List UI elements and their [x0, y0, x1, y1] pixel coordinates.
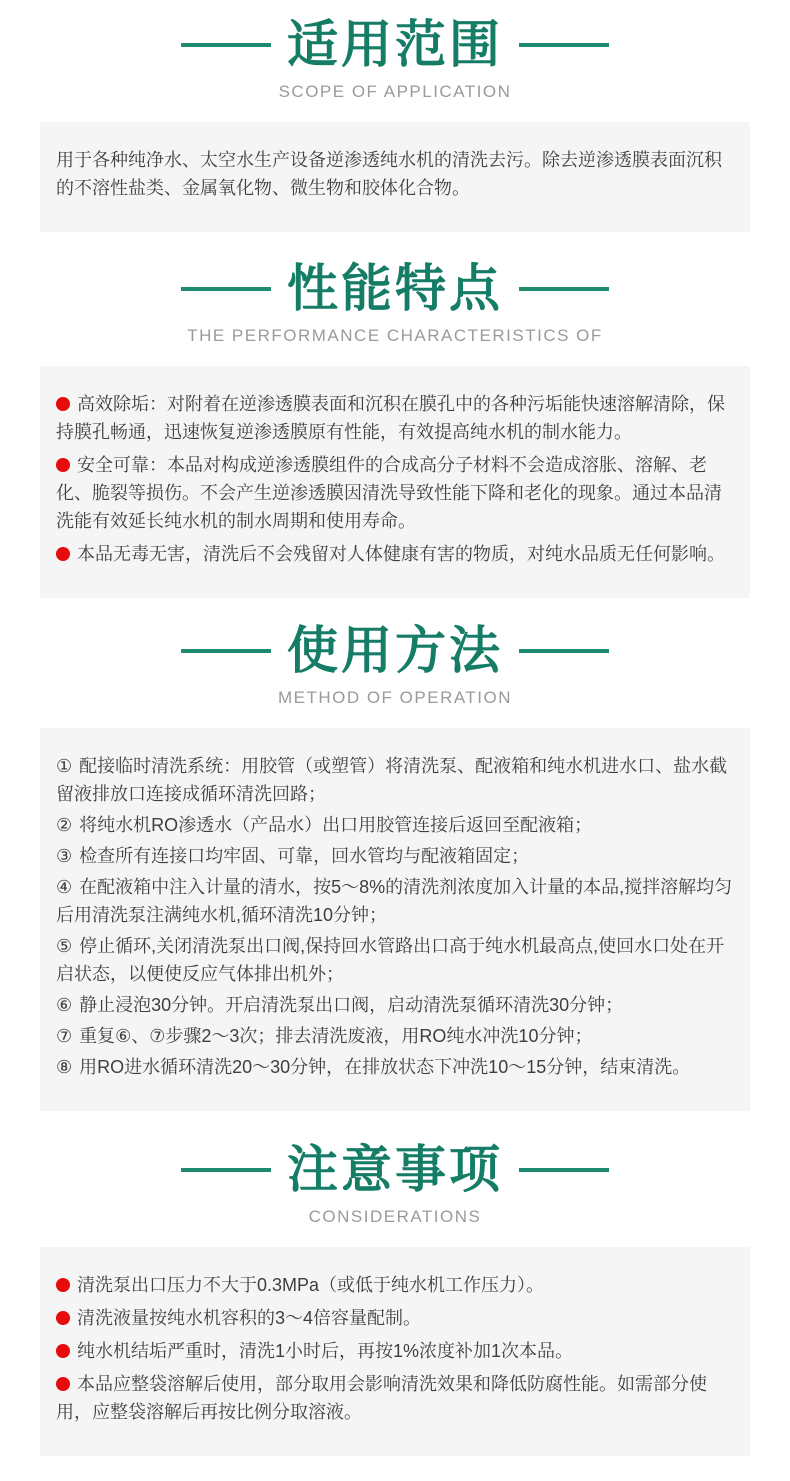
bullet-item — [56, 390, 734, 446]
product-detail-page — [0, 14, 790, 1456]
bullet-text: 纯水机结垢严重时，清洗1小时后，再按1%浓度补加1次本品。 — [77, 1341, 574, 1361]
section-title: 性能特点 — [286, 260, 503, 317]
section-subtitle: CONSIDERATIONS — [308, 1207, 482, 1226]
section-header — [0, 1139, 790, 1227]
bullet-text: 清洗液量按纯水机容积的3～4倍容量配制。 — [77, 1308, 422, 1328]
step-item — [56, 991, 734, 1019]
section-subtitle: METHOD OF OPERATION — [277, 688, 513, 707]
section-title: 注意事项 — [286, 1141, 503, 1198]
title-dash-left-icon — [181, 43, 271, 47]
section-usage — [0, 620, 790, 1111]
step-item — [56, 811, 734, 839]
step-text: 静止浸泡30分钟。开启清洗泵出口阀，启动清洗泵循环清洗30分钟； — [79, 995, 624, 1015]
scope-content-box — [40, 122, 750, 232]
bullet-item — [56, 451, 734, 535]
section-title: 适用范围 — [286, 16, 503, 73]
red-bullet-icon — [56, 1311, 70, 1325]
section-notes — [0, 1139, 790, 1456]
bullet-item — [56, 1337, 734, 1365]
red-bullet-icon — [56, 458, 70, 472]
section-title-row — [0, 14, 790, 76]
section-subtitle: SCOPE OF APPLICATION — [278, 82, 512, 101]
step-text: 配接临时清洗系统：用胶管（或塑管）将清洗泵、配液箱和纯水机进水口、盐水截留液排放口连接成循环清洗回路； — [56, 756, 728, 804]
step-number: ⑥ — [56, 995, 73, 1015]
step-item — [56, 1022, 734, 1050]
step-text: 重复⑥、⑦步骤2～3次；排去清洗废液，用RO纯水冲洗10分钟； — [79, 1026, 593, 1046]
features-content-box — [40, 366, 750, 598]
red-bullet-icon — [56, 1344, 70, 1358]
bullet-item — [56, 1370, 734, 1426]
step-number: ③ — [56, 846, 73, 866]
title-dash-right-icon — [519, 1168, 609, 1172]
section-title: 使用方法 — [286, 622, 503, 679]
section-header — [0, 14, 790, 102]
step-number: ⑤ — [56, 936, 73, 956]
step-text: 检查所有连接口均牢固、可靠，回水管均与配液箱固定； — [79, 846, 530, 866]
step-item — [56, 1053, 734, 1081]
bullet-text: 清洗泵出口压力不大于0.3MPa（或低于纯水机工作压力）。 — [77, 1275, 545, 1295]
notes-content-box — [40, 1247, 750, 1456]
step-item — [56, 752, 734, 808]
bullet-text: 本品无毒无害，清洗后不会残留对人体健康有害的物质，对纯水品质无任何影响。 — [77, 544, 725, 564]
step-number: ④ — [56, 877, 73, 897]
step-item — [56, 842, 734, 870]
red-bullet-icon — [56, 397, 70, 411]
bullet-text: 安全可靠：本品对构成逆渗透膜组件的合成高分子材料不会造成溶胀、溶解、老化、脆裂等损伤。不会产生逆渗透膜因清洗导致性能下降和老化的现象。通过本品清洗能有效延长纯水机的制水周期和使用寿命。 — [56, 455, 722, 531]
step-number: ⑦ — [56, 1026, 73, 1046]
title-dash-left-icon — [181, 649, 271, 653]
bullet-item — [56, 1271, 734, 1299]
step-number: ① — [56, 756, 73, 776]
step-item — [56, 932, 734, 988]
section-header — [0, 620, 790, 708]
step-number: ⑧ — [56, 1057, 73, 1077]
section-subtitle: THE PERFORMANCE CHARACTERISTICS OF — [187, 326, 603, 345]
red-bullet-icon — [56, 1377, 70, 1391]
bullet-text: 高效除垢：对附着在逆渗透膜表面和沉积在膜孔中的各种污垢能快速溶解清除，保持膜孔畅通，迅速恢复逆渗透膜原有性能，有效提高纯水机的制水能力。 — [56, 394, 725, 442]
section-scope — [0, 14, 790, 232]
bullet-text: 本品应整袋溶解后使用，部分取用会影响清洗效果和降低防腐性能。如需部分使用，应整袋溶解后再按比例分取溶液。 — [56, 1374, 707, 1422]
step-number: ② — [56, 815, 73, 835]
paragraph: 用于各种纯净水、太空水生产设备逆渗透纯水机的清洗去污。除去逆渗透膜表面沉积的不溶性盐类、金属氧化物、微生物和胶体化合物。 — [56, 150, 722, 198]
step-item — [56, 873, 734, 929]
step-text: 用RO进水循环清洗20～30分钟，在排放状态下冲洗10～15分钟，结束清洗。 — [79, 1057, 691, 1077]
section-title-row — [0, 620, 790, 682]
red-bullet-icon — [56, 1278, 70, 1292]
bullet-item — [56, 540, 734, 568]
title-dash-right-icon — [519, 43, 609, 47]
section-title-row — [0, 1139, 790, 1201]
title-dash-right-icon — [519, 649, 609, 653]
step-text: 停止循环,关闭清洗泵出口阀,保持回水管路出口高于纯水机最高点,使回水口处在开启状态，以便使反应气体排出机外； — [56, 936, 725, 984]
title-dash-left-icon — [181, 1168, 271, 1172]
title-dash-right-icon — [519, 287, 609, 291]
step-text: 在配液箱中注入计量的清水，按5～8%的清洗剂浓度加入计量的本品,搅拌溶解均匀后用清洗泵注满纯水机,循环清洗10分钟； — [56, 877, 733, 925]
bullet-item — [56, 1304, 734, 1332]
red-bullet-icon — [56, 547, 70, 561]
section-header — [0, 258, 790, 346]
title-dash-left-icon — [181, 287, 271, 291]
step-text: 将纯水机RO渗透水（产品水）出口用胶管连接后返回至配液箱； — [79, 815, 593, 835]
section-title-row — [0, 258, 790, 320]
section-features — [0, 258, 790, 598]
usage-content-box — [40, 728, 750, 1111]
